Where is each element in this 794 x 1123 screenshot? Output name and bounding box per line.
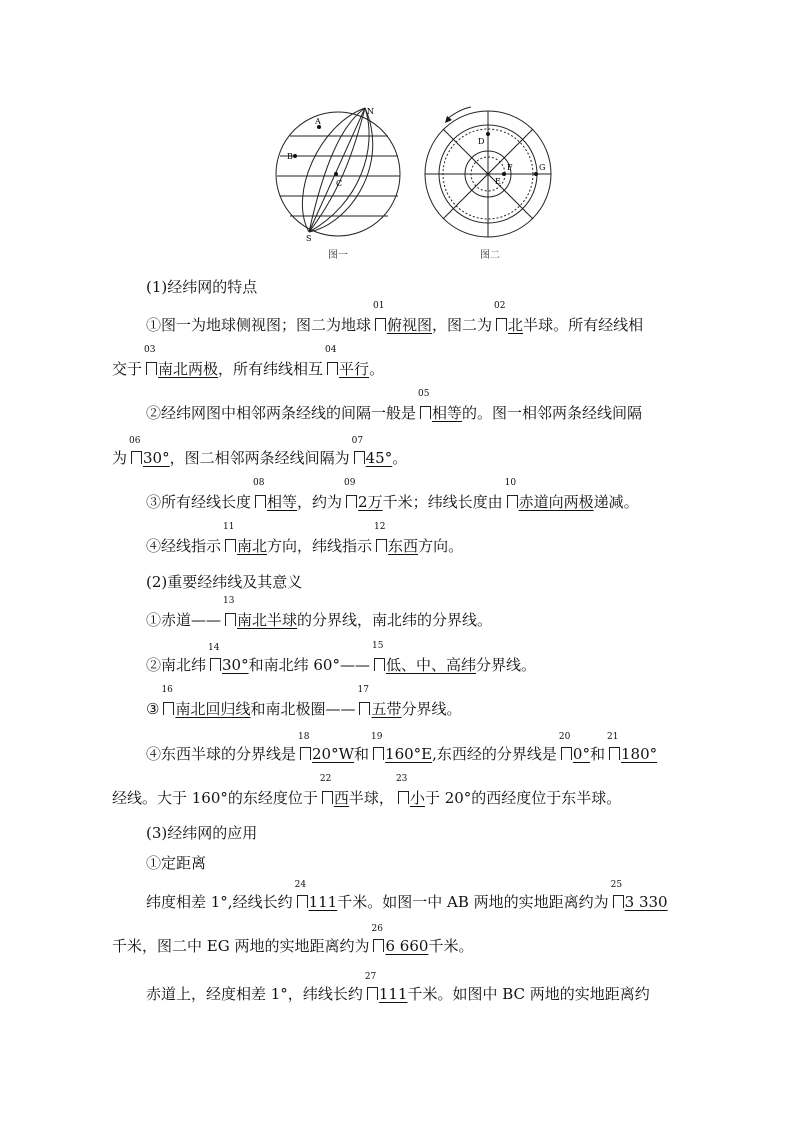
answer-blank: [298, 732, 355, 763]
text-segment: ④经线指示: [146, 537, 222, 555]
text-segment: ,东西经的分界线是: [432, 745, 557, 763]
text-segment: (3)经纬网的应用: [146, 824, 258, 842]
answer-blank: [606, 732, 658, 763]
answer-box-icon: [609, 747, 620, 760]
figure-label-a: A: [315, 117, 321, 126]
text-line: [146, 641, 536, 675]
answer-number: 10: [504, 478, 517, 488]
text-line: [112, 345, 385, 379]
text-segment: 于 20°的西经度位于东半球。: [424, 789, 622, 807]
answer-blank: [294, 880, 338, 911]
text-segment: 为: [112, 449, 128, 467]
answer-number: 16: [161, 685, 173, 695]
text-segment: 的。图一相邻两条经线间隔: [462, 404, 643, 422]
answer-text: 小: [409, 789, 425, 807]
text-line: [112, 436, 408, 468]
answer-text: 西: [333, 789, 349, 807]
text-segment: (2)重要经纬线及其意义: [146, 573, 303, 591]
answer-number: 01: [373, 301, 385, 311]
answer-box-icon: [131, 451, 142, 464]
answer-box-icon: [255, 495, 266, 508]
answer-number: 15: [371, 641, 384, 651]
answer-blank: [253, 478, 298, 512]
section-heading-applications: [146, 822, 257, 843]
answer-box-icon: [374, 658, 385, 671]
answer-box-icon: [373, 747, 384, 760]
answer-number: 22: [319, 774, 332, 784]
answer-blank: [144, 345, 219, 379]
text-line: [146, 522, 464, 556]
answer-text: 北: [508, 316, 524, 334]
answer-blank: [373, 301, 433, 335]
answer-blank: [208, 643, 249, 674]
answer-box-icon: [346, 495, 357, 508]
text-segment: 交于: [112, 360, 143, 378]
text-segment: 和: [589, 745, 605, 763]
answer-box-icon: [225, 613, 236, 626]
text-line: [146, 596, 493, 630]
answer-blank: [364, 972, 408, 1003]
answer-number: 06: [129, 436, 141, 446]
answer-text: 45°: [365, 449, 393, 467]
answer-text: 相等: [432, 404, 463, 422]
figure-two-caption: 图二: [480, 250, 500, 261]
answer-text: 160°E: [385, 745, 433, 763]
text-line: [112, 924, 474, 956]
text-segment: 递减。: [593, 493, 639, 511]
answer-text: 0°: [572, 745, 590, 763]
answer-number: 19: [371, 732, 383, 742]
answer-text: 东西: [388, 537, 419, 555]
answer-box-icon: [327, 362, 338, 375]
answer-box-icon: [300, 747, 311, 760]
answer-blank: [494, 301, 524, 335]
answer-text: 南北两极: [158, 360, 219, 378]
text-segment: 分界线。: [401, 700, 462, 718]
answer-text: 相等: [267, 493, 298, 511]
answer-number: 27: [364, 972, 377, 982]
figure-one-caption: 图一: [328, 250, 348, 261]
answer-number: 26: [371, 924, 383, 934]
answer-blank: [610, 880, 668, 911]
figures-area: [270, 104, 560, 264]
figure-label-g: G: [539, 163, 546, 172]
text-segment: ②南北纬: [146, 656, 207, 674]
answer-number: 21: [606, 732, 619, 742]
answer-text: 20°W: [312, 745, 355, 763]
text-segment: ②经纬网图中相邻两条经线的间隔一般是: [146, 404, 417, 422]
answer-box-icon: [146, 362, 157, 375]
answer-number: 20: [558, 732, 571, 742]
text-segment: ，图二为: [432, 316, 493, 334]
answer-box-icon: [375, 318, 386, 331]
text-segment: 纬度相差 1°,经线长约: [146, 893, 293, 911]
text-segment: ，图二相邻两条经线间隔为: [169, 449, 350, 467]
text-segment: ③: [146, 700, 160, 718]
figure-label-s: S: [306, 234, 312, 243]
answer-blank: [374, 522, 419, 556]
answer-blank: [371, 924, 429, 955]
answer-blank: [395, 774, 425, 808]
answer-text: 30°: [143, 449, 170, 467]
answer-box-icon: [225, 539, 236, 552]
text-segment: ，约为: [297, 493, 343, 511]
answer-box-icon: [367, 987, 378, 1000]
answer-number: 25: [610, 880, 623, 890]
text-segment: (1)经纬网的特点: [146, 278, 258, 296]
answer-box-icon: [398, 791, 409, 804]
subheading-distance: [146, 852, 206, 873]
answer-text: 111: [378, 985, 408, 1003]
text-segment: 千米。: [428, 937, 474, 955]
answer-text: 111: [308, 893, 338, 911]
text-segment: 的分界线，南北纬的分界线。: [297, 611, 493, 629]
text-segment: 千米。如图一中 AB 两地的实地距离约为: [337, 893, 609, 911]
answer-box-icon: [359, 702, 370, 715]
figure-label-e: E: [495, 177, 501, 186]
answer-box-icon: [210, 658, 221, 671]
answer-number: 09: [344, 478, 356, 488]
answer-number: 07: [351, 436, 364, 446]
text-line: [112, 774, 622, 808]
answer-number: 18: [298, 732, 310, 742]
figure-label-c: C: [336, 179, 343, 188]
answer-blank: [351, 436, 393, 467]
answer-text: 2万: [358, 493, 383, 511]
answer-blank: [161, 685, 251, 719]
answer-text: 南北半球: [237, 611, 298, 629]
text-segment: 方向，纬线指示: [267, 537, 373, 555]
answer-blank: [371, 641, 476, 675]
answer-number: 05: [418, 389, 430, 399]
figure-two-globe-top-view: [415, 104, 565, 244]
text-segment: 和: [354, 745, 370, 763]
text-segment: 经线。大于 160°的东经度位于: [112, 789, 318, 807]
figure-label-d: D: [478, 137, 485, 146]
text-line: [146, 301, 644, 335]
text-segment: ④东西半球的分界线是: [146, 745, 297, 763]
section-heading-features: [146, 276, 257, 297]
text-segment: ①图一为地球侧视图；图二为地球: [146, 316, 372, 334]
answer-text: 3 330: [624, 893, 668, 911]
answer-blank: [558, 732, 590, 763]
answer-box-icon: [420, 406, 431, 419]
answer-box-icon: [163, 702, 174, 715]
answer-box-icon: [354, 451, 365, 464]
text-line: [146, 880, 668, 912]
text-segment: ，所有纬线相互: [218, 360, 324, 378]
text-segment: 。: [369, 360, 385, 378]
text-segment: 半球，: [348, 789, 394, 807]
text-segment: 千米，图二中 EG 两地的实地距离约为: [112, 937, 370, 955]
answer-text: 6 660: [385, 937, 429, 955]
text-line: [146, 478, 639, 512]
answer-text: 五带: [371, 700, 402, 718]
answer-blank: [325, 345, 370, 379]
answer-blank: [129, 436, 170, 467]
answer-text: 180°: [620, 745, 658, 763]
answer-number: 12: [374, 522, 386, 532]
answer-number: 14: [208, 643, 220, 653]
text-line: [146, 972, 650, 1004]
answer-box-icon: [561, 747, 572, 760]
figure-label-f: F: [507, 163, 513, 172]
figure-label-b: B: [287, 152, 293, 161]
text-segment: 和南北极圈——: [250, 700, 356, 718]
text-segment: ①定距离: [146, 854, 207, 872]
text-line: [146, 389, 643, 423]
answer-box-icon: [496, 318, 507, 331]
answer-blank: [344, 478, 383, 512]
text-segment: 。: [392, 449, 408, 467]
answer-number: 11: [223, 522, 235, 532]
answer-text: 30°: [222, 656, 249, 674]
answer-blank: [319, 774, 349, 808]
answer-text: 低、中、高纬: [385, 656, 476, 674]
text-segment: 千米。如图中 BC 两地的实地距离约: [407, 985, 650, 1003]
answer-number: 23: [395, 774, 408, 784]
answer-number: 03: [144, 345, 156, 355]
text-line: [146, 685, 462, 719]
answer-blank: [418, 389, 463, 423]
answer-box-icon: [507, 495, 518, 508]
figure-label-n: N: [367, 107, 374, 116]
answer-blank: [504, 478, 594, 512]
answer-box-icon: [297, 895, 308, 908]
answer-box-icon: [322, 791, 333, 804]
answer-number: 17: [357, 685, 369, 695]
answer-number: 02: [494, 301, 506, 311]
answer-number: 13: [223, 596, 235, 606]
answer-text: 俯视图: [387, 316, 433, 334]
text-segment: 千米；纬线长度由: [382, 493, 503, 511]
text-segment: 赤道上，经度相差 1°，纬线长约: [146, 985, 363, 1003]
section-heading-important-lines: [146, 571, 302, 592]
text-segment: 半球。所有经线相: [523, 316, 644, 334]
figure-one-globe-side-view: [270, 104, 410, 244]
answer-number: 08: [253, 478, 265, 488]
answer-blank: [371, 732, 433, 763]
text-segment: ③所有经线长度: [146, 493, 252, 511]
answer-text: 南北回归线: [175, 700, 251, 718]
text-segment: 分界线。: [475, 656, 536, 674]
answer-number: 04: [325, 345, 337, 355]
answer-box-icon: [373, 939, 384, 952]
answer-blank: [223, 596, 298, 630]
text-segment: ①赤道——: [146, 611, 222, 629]
answer-blank: [357, 685, 402, 719]
answer-text: 平行: [339, 360, 370, 378]
answer-blank: [223, 522, 268, 556]
answer-box-icon: [613, 895, 624, 908]
text-segment: 方向。: [418, 537, 464, 555]
answer-box-icon: [376, 539, 387, 552]
text-line: [146, 732, 658, 764]
answer-number: 24: [294, 880, 307, 890]
answer-text: 南北: [237, 537, 268, 555]
text-segment: 和南北纬 60°——: [248, 656, 370, 674]
answer-text: 赤道向两极: [518, 493, 594, 511]
